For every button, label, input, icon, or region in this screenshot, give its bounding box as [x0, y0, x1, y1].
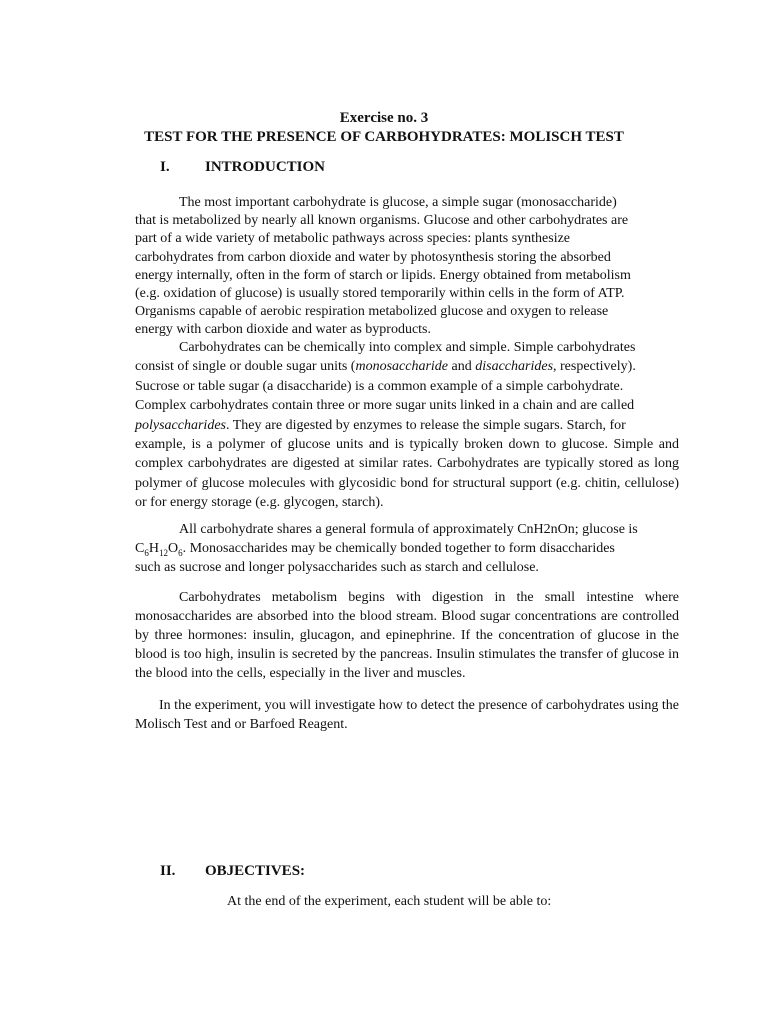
p1-line: energy internally, often in the form of starch or lipids. Energy obtained from metabolism: [135, 267, 631, 283]
term-monosaccharide: monosaccharide: [355, 359, 449, 375]
term-disaccharides: disaccharides: [475, 359, 554, 375]
p2-line: Complex carbohydrates contain three or more sugar units linked in a chain and are called: [135, 398, 635, 414]
p1-line: (e.g. oxidation of glucose) is usually stored temporarily within cells in the form of ATP.: [135, 286, 625, 302]
intro-paragraph-3: All carbohydrate shares a general formula of approximately CnH2nOn; glucose is $C_6H_{12}O_6$. Monosaccharides may be chemically bonded together to form disaccharides such as sucrose and longer polysaccharides such as starch and cellulose.: [135, 522, 638, 575]
p2-rest: example, is a polymer of glucose units and is typically broken down to glucose. Simple and complex carbohydrates are digested at similar rates. Carbohydrates are typically stored as long polymer of glucose molecules with glycosidic bond for structural support (e.g. chitin, cellulose) or for energy storage (e.g. glycogen, starch).: [135, 437, 679, 511]
intro-heading: INTRODUCTION: [205, 159, 326, 175]
intro-paragraph-4: Carbohydrates metabolism begins with digestion in the small intestine where monosaccharides are absorbed into the blood stream. Blood sugar concentrations are controlled by three hormones: insulin, glucagon, and epinephrine. If the concentration of glucose in the blood is too high, insulin is secreted by the pancreas. Insulin stimulates the transfer of glucose in the blood into the cells, especially in the liver and muscles.: [135, 590, 679, 681]
p2-line: Carbohydrates can be chemically into complex and simple. Simple carbohydrates: [179, 340, 636, 355]
intro-paragraph-5: In the experiment, you will investigate how to detect the presence of carbohydrates using the Molisch Test and or Barfoed Reagent.: [135, 698, 679, 732]
objectives-numeral: II.: [160, 863, 176, 879]
intro-numeral: I.: [160, 159, 170, 175]
p1-line: energy with carbon dioxide and water as byproducts.: [135, 322, 431, 338]
p1-line: carbohydrates from carbon dioxide and water by photosynthesis storing the absorbed: [135, 249, 611, 265]
test-title: TEST FOR THE PRESENCE OF CARBOHYDRATES: MOLISCH TEST: [144, 129, 624, 145]
intro-paragraph-1: [135, 194, 679, 340]
p2-line: Sucrose or table sugar (a disaccharide) is a common example of a simple carbohydrate.: [135, 378, 624, 394]
term-polysaccharides: polysaccharides: [135, 417, 226, 433]
p1-line: part of a wide variety of metabolic pathways across species: plants synthesize: [135, 231, 571, 247]
objectives-heading: OBJECTIVES:: [205, 863, 306, 879]
p1-line: The most important carbohydrate is glucose, a simple sugar (monosaccharide): [179, 195, 617, 210]
p1-line: that is metabolized by nearly all known organisms. Glucose and other carbohydrates are: [135, 213, 629, 229]
glucose-formula: $C_6H_{12}O_6$: [135, 541, 183, 558]
p1-line: Organisms capable of aerobic respiration metabolized glucose and oxygen to release: [135, 304, 609, 320]
objectives-intro: At the end of the experiment, each student will be able to:: [227, 894, 552, 909]
intro-paragraph-2: Carbohydrates can be chemically into complex and simple. Simple carbohydrates consist of single or double sugar units (monosaccharide and disaccharides, respectively). Sucrose or table sugar (a disaccharide) is a common example of a simple carbohydrate. Complex carbohydrates contain three or more sugar units linked in a chain and are called polysaccharides. They are digested by enzymes to release the simple sugars. Starch, for example, is a polymer of glucose units and is typically broken down to glucose. Simple and complex carbohydrates are digested at similar rates. Carbohydrates are typically stored as long polymer of glucose molecules with glycosidic bond for structural support (e.g. chitin, cellulose) or for energy storage (e.g. glycogen, starch).: [135, 338, 679, 513]
exercise-title: Exercise no. 3: [339, 110, 429, 126]
